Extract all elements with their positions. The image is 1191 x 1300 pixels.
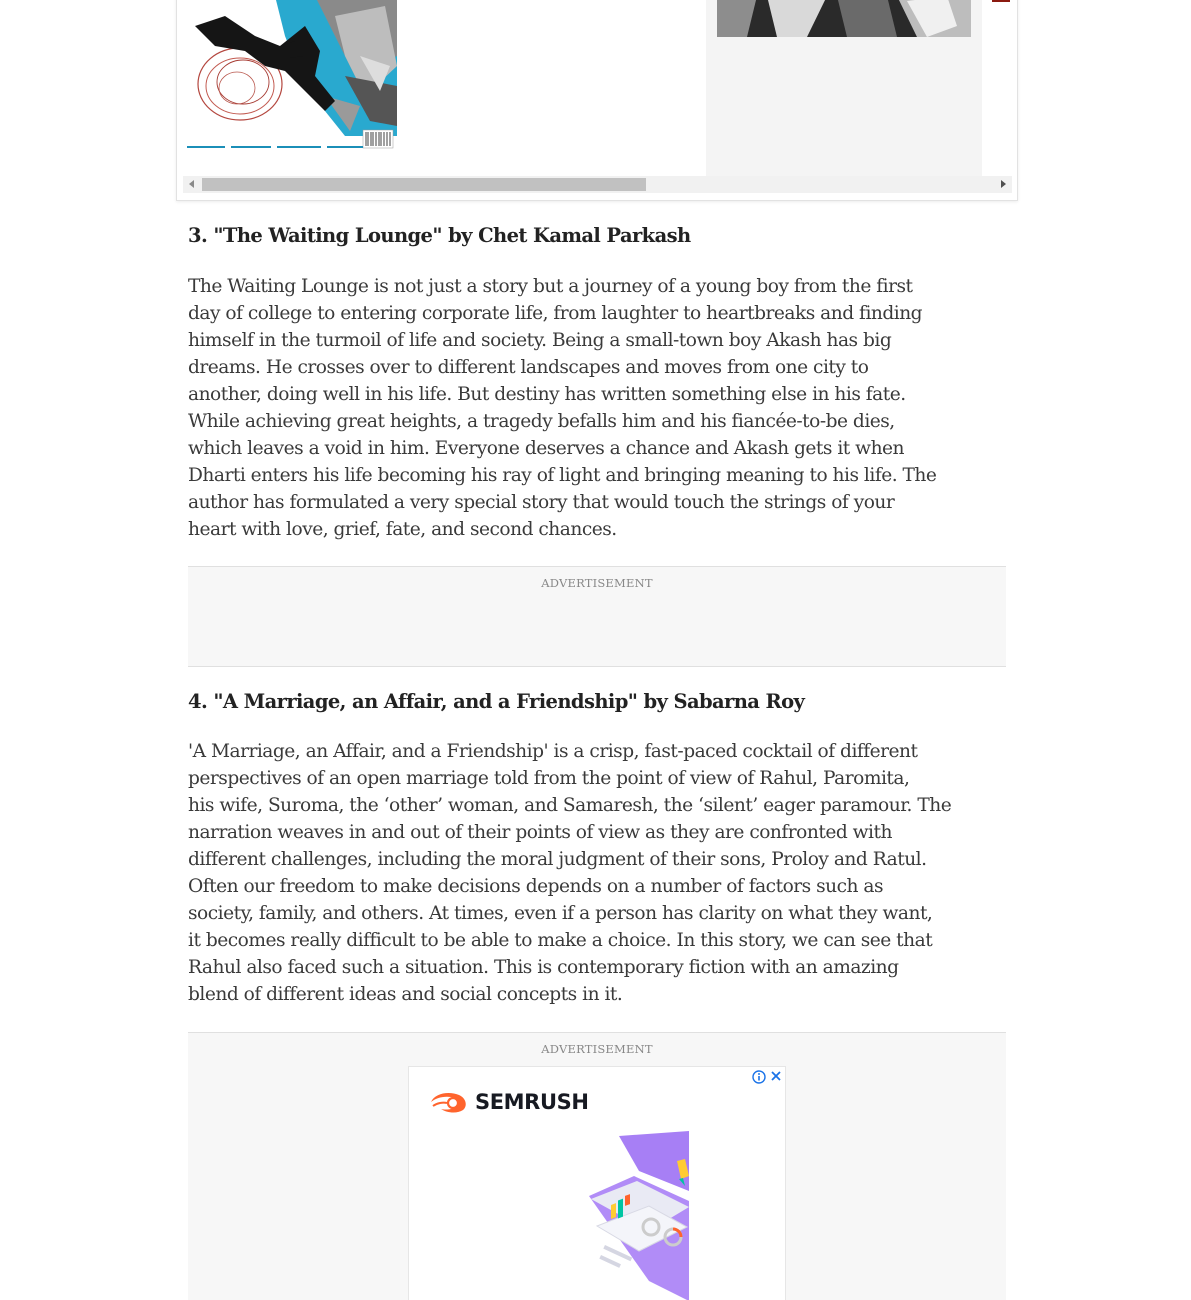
paragraph-line: The Waiting Lounge is not just a story but a journey of a young boy from the first bbox=[188, 276, 913, 297]
scroll-right-arrow-icon[interactable] bbox=[1001, 180, 1006, 188]
paragraph-line: perspectives of an open marriage told from the point of view of Rahul, Paromita, bbox=[188, 768, 910, 789]
scrollbar-thumb[interactable] bbox=[202, 178, 646, 191]
semrush-flame-icon bbox=[429, 1089, 469, 1115]
section-paragraph-3 bbox=[188, 273, 1008, 543]
paragraph-line: heart with love, grief, fate, and second chances. bbox=[188, 519, 617, 540]
paragraph-line: different challenges, including the moral judgment of their sons, Proloy and Ratul. bbox=[188, 849, 927, 870]
paragraph-line: 'A Marriage, an Affair, and a Friendship' is a crisp, fast-paced cocktail of different bbox=[188, 741, 918, 762]
advertisement-slot bbox=[188, 1032, 1006, 1300]
paragraph-line: his wife, Suroma, the ‘other’ woman, and Samaresh, the ‘silent’ eager paramour. The bbox=[188, 795, 952, 816]
paragraph-line: it becomes really difficult to be able to make a choice. In this story, we can see that bbox=[188, 930, 933, 951]
carousel-scrollbar[interactable] bbox=[183, 176, 1012, 193]
paragraph-line: blend of different ideas and social concepts in it. bbox=[188, 984, 623, 1005]
paragraph-line: Often our freedom to make decisions depends on a number of factors such as bbox=[188, 876, 884, 897]
paragraph-line: author has formulated a very special story that would touch the strings of your bbox=[188, 492, 895, 513]
paragraph-line: himself in the turmoil of life and society. Being a small-town boy Akash has big bbox=[188, 330, 892, 351]
image-carousel[interactable] bbox=[176, 0, 1018, 201]
ad-close-icon[interactable] bbox=[768, 1068, 784, 1084]
author-photo bbox=[717, 0, 971, 37]
section-heading-3: 3. "The Waiting Lounge" by Chet Kamal Parkash bbox=[188, 224, 691, 247]
paragraph-line: While achieving great heights, a tragedy befalls him and his fiancée-to-be dies, bbox=[188, 411, 895, 432]
paragraph-line: which leaves a void in him. Everyone deserves a chance and Akash gets it when bbox=[188, 438, 905, 459]
ad-info-icon[interactable] bbox=[752, 1069, 766, 1083]
paragraph-line: narration weaves in and out of their points of view as they are confronted with bbox=[188, 822, 892, 843]
paragraph-line: day of college to entering corporate life, from laughter to heartbreaks and finding bbox=[188, 303, 923, 324]
dashboard-illustration bbox=[589, 1131, 691, 1300]
paragraph-line: society, family, and others. At times, even if a person has clarity on what they want, bbox=[188, 903, 933, 924]
paragraph-line: dreams. He crosses over to different landscapes and moves from one city to bbox=[188, 357, 869, 378]
semrush-logo[interactable] bbox=[429, 1087, 589, 1117]
section-heading-4: 4. "A Marriage, an Affair, and a Friendship" by Sabarna Roy bbox=[188, 690, 805, 713]
book-cover-image bbox=[185, 0, 397, 152]
scroll-left-arrow-icon[interactable] bbox=[189, 180, 194, 188]
semrush-brand-name: SEMRUSH bbox=[475, 1090, 589, 1114]
ad-creative[interactable] bbox=[408, 1066, 786, 1300]
advertisement-slot bbox=[188, 566, 1006, 667]
next-slide-edge bbox=[992, 0, 1010, 2]
advertisement-label: ADVERTISEMENT bbox=[541, 1042, 653, 1056]
section-paragraph-4 bbox=[188, 738, 1008, 1008]
advertisement-label: ADVERTISEMENT bbox=[541, 576, 653, 590]
paragraph-line: Rahul also faced such a situation. This is contemporary fiction with an amazing bbox=[188, 957, 899, 978]
paragraph-line: Dharti enters his life becoming his ray of light and bringing meaning to his life. The bbox=[188, 465, 937, 486]
paragraph-line: another, doing well in his life. But destiny has written something else in his fate. bbox=[188, 384, 906, 405]
